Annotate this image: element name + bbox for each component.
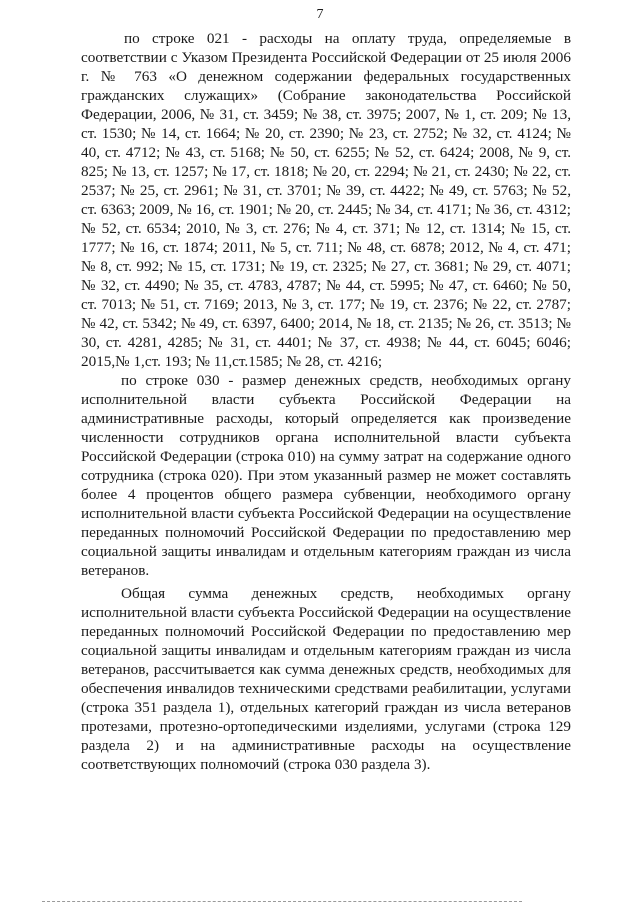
paragraph-line-021: по строке 021 - расходы на оплату труда, определяемые в соответствии с Указом Президента Российской Федерации от 25 июля 2006 г. № 763 «О денежном содержании федеральных государственных гражданских служащих» (Собрание законодательства Российской Федерации, 2006, № 31, ст. 3459; № 38, ст. 3975; 2007, № 1, ст. 209; № 13, ст. 1530; № 14, ст. 1664; № 20, ст. 2390; № 23, ст. 2752; № 32, ст. 4124; № 40, ст. 4712; № 43, ст. 5168; № 50, ст. 6255; № 52, ст. 6424; 2008, № 9, ст. 825; № 13, ст. 1257; № 17, ст. 1818; № 20, ст. 2294; № 21, ст. 2430; № 22, ст. 2537; № 25, ст. 2961; № 31, ст. 3701; № 39, ст. 4422; № 49, ст. 5763; № 52, ст. 6363; 2009, № 16, ст. 1901; № 20, ст. 2445; № 34, ст. 4171; № 36, ст. 4312; № 52, ст. 6534; 2010, № 3, ст. 276; № 4, ст. 371; № 12, ст. 1314; № 15, ст. 1777; № 16, ст. 1874; 2011, № 5, ст. 711; № 48, ст. 6878; 2012, № 4, ст. 471; № 8, ст. 992; № 15, ст. 1731; № 19, ст. 2325; № 27, ст. 3681; № 29, ст. 4071; № 32, ст. 4490; № 35, ст. 4783, 4787; № 44, ст. 5995; № 47, ст. 6460; № 50, ст. 7013; № 51, ст. 7169; 2013, № 3, ст. 177; № 19, ст. 2376; № 22, ст. 2787; № 42, ст. 5342; № 49, ст. 6397, 6400; 2014, № 18, ст. 2135; № 26, ст. 3513; № 30, ст. 4281, 4285; № 31, ст. 4401; № 37, ст. 4938; № 44, ст. 6045; 6046; 2015,№ 1,ст. 193; № 11,ст.1585; № 28, ст. 4216;: [81, 30, 571, 370]
paragraph-line-030: по строке 030 - размер денежных средств, необходимых органу исполнительной власти субъекта Российской Федерации на административные расходы, который определяется как произведение численности сотрудников органа исполнительной власти субъекта Российской Федерации (строка 010) на сумму затрат на содержание одного сотрудника (строка 020). При этом указанный размер не может составлять более 4 процентов общего размера субвенции, необходимого органу исполнительной власти субъекта Российской Федерации на осуществление переданных полномочий Российской Федерации по предоставлению мер социальной защиты инвалидам и отдельным категориям граждан из числа ветеранов.: [81, 372, 571, 579]
scan-edge-divider: [42, 901, 522, 904]
paragraph-total-sum: Общая сумма денежных средств, необходимых органу исполнительной власти субъекта Российской Федерации на осуществление переданных полномочий Российской Федерации по предоставлению мер социальной защиты инвалидам и отдельным категориям граждан из числа ветеранов, рассчитывается как сумма денежных средств, необходимых для обеспечения инвалидов техническими средствами реабилитации, услугами (строка 351 раздела 1), отдельных категорий граждан из числа ветеранов протезами, протезно-ортопедическими изделиями, услугами (строка 129 раздела 2) и на административные расходы на осуществление соответствующих полномочий (строка 030 раздела 3).: [81, 585, 571, 773]
document-body: [81, 29, 571, 774]
page-number: 7: [316, 7, 324, 22]
